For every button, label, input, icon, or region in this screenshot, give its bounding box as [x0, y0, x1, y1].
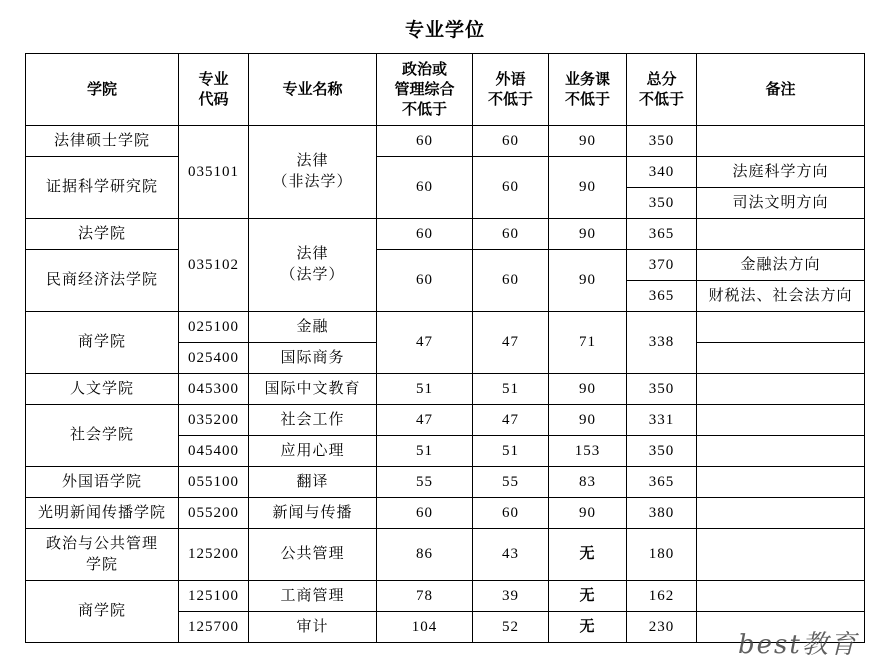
politics-score-cell: 60 [377, 219, 473, 250]
code-cell: 025100 [179, 312, 249, 343]
total-score-cell: 350 [627, 374, 697, 405]
note-cell [697, 126, 865, 157]
foreign-score-cell: 55 [473, 467, 549, 498]
code-cell: 125100 [179, 581, 249, 612]
table-row [26, 219, 865, 250]
politics-score-cell: 60 [377, 126, 473, 157]
college-cell: 外国语学院 [26, 467, 179, 498]
college-cell: 政治与公共管理 学院 [26, 529, 179, 581]
politics-score-cell: 47 [377, 405, 473, 436]
foreign-score-cell: 47 [473, 312, 549, 374]
total-score-cell: 331 [627, 405, 697, 436]
code-cell: 035101 [179, 126, 249, 219]
header-code: 专业 代码 [179, 54, 249, 126]
politics-score-cell: 60 [377, 498, 473, 529]
politics-score-cell: 104 [377, 612, 473, 643]
foreign-score-cell: 60 [473, 250, 549, 312]
table-row [26, 529, 865, 581]
college-cell: 法律硕士学院 [26, 126, 179, 157]
table-row [26, 250, 865, 281]
business-score-cell: 90 [549, 250, 627, 312]
politics-score-cell: 55 [377, 467, 473, 498]
note-cell [697, 405, 865, 436]
table-row [26, 467, 865, 498]
major-cell: 国际商务 [249, 343, 377, 374]
total-score-cell: 380 [627, 498, 697, 529]
table-row [26, 498, 865, 529]
table-row [26, 126, 865, 157]
header-politics: 政治或 管理综合 不低于 [377, 54, 473, 126]
politics-score-cell: 47 [377, 312, 473, 374]
table-row [26, 157, 865, 188]
code-cell: 055200 [179, 498, 249, 529]
foreign-score-cell: 47 [473, 405, 549, 436]
major-cell: 审计 [249, 612, 377, 643]
college-cell: 光明新闻传播学院 [26, 498, 179, 529]
major-cell: 国际中文教育 [249, 374, 377, 405]
business-score-cell: 90 [549, 405, 627, 436]
page-title: 专业学位 [404, 20, 485, 41]
business-score-cell: 无 [549, 529, 627, 581]
table-row [26, 374, 865, 405]
watermark-logo: best教育 [738, 630, 858, 660]
note-cell [697, 581, 865, 612]
note-cell: 财税法、社会法方向 [697, 281, 865, 312]
note-cell [697, 312, 865, 343]
foreign-score-cell: 60 [473, 157, 549, 219]
foreign-score-cell: 39 [473, 581, 549, 612]
header-row [26, 54, 865, 126]
code-cell: 045300 [179, 374, 249, 405]
major-cell: 应用心理 [249, 436, 377, 467]
foreign-score-cell: 60 [473, 126, 549, 157]
foreign-score-cell: 51 [473, 436, 549, 467]
table-row [26, 581, 865, 612]
note-cell [697, 219, 865, 250]
business-score-cell: 71 [549, 312, 627, 374]
code-cell: 125200 [179, 529, 249, 581]
header-note: 备注 [697, 54, 865, 126]
total-score-cell: 338 [627, 312, 697, 374]
business-score-cell: 90 [549, 498, 627, 529]
politics-score-cell: 51 [377, 374, 473, 405]
foreign-score-cell: 51 [473, 374, 549, 405]
business-score-cell: 无 [549, 612, 627, 643]
total-score-cell: 350 [627, 436, 697, 467]
note-cell [697, 343, 865, 374]
college-cell: 商学院 [26, 312, 179, 374]
foreign-score-cell: 60 [473, 219, 549, 250]
note-cell: 司法文明方向 [697, 188, 865, 219]
total-score-cell: 350 [627, 126, 697, 157]
major-cell: 法律 （非法学） [249, 126, 377, 219]
business-score-cell: 90 [549, 157, 627, 219]
college-cell: 证据科学研究院 [26, 157, 179, 219]
major-cell: 翻译 [249, 467, 377, 498]
business-score-cell: 90 [549, 374, 627, 405]
code-cell: 035200 [179, 405, 249, 436]
note-cell: 金融法方向 [697, 250, 865, 281]
college-cell: 民商经济法学院 [26, 250, 179, 312]
total-score-cell: 180 [627, 529, 697, 581]
politics-score-cell: 78 [377, 581, 473, 612]
foreign-score-cell: 52 [473, 612, 549, 643]
header-total: 总分 不低于 [627, 54, 697, 126]
total-score-cell: 230 [627, 612, 697, 643]
total-score-cell: 365 [627, 467, 697, 498]
header-college: 学院 [26, 54, 179, 126]
college-cell: 人文学院 [26, 374, 179, 405]
total-score-cell: 340 [627, 157, 697, 188]
note-cell [697, 467, 865, 498]
header-major: 专业名称 [249, 54, 377, 126]
business-score-cell: 90 [549, 219, 627, 250]
politics-score-cell: 60 [377, 250, 473, 312]
note-cell [697, 436, 865, 467]
major-cell: 社会工作 [249, 405, 377, 436]
total-score-cell: 365 [627, 281, 697, 312]
note-cell: 法庭科学方向 [697, 157, 865, 188]
header-foreign: 外语 不低于 [473, 54, 549, 126]
note-cell [697, 374, 865, 405]
table-row [26, 405, 865, 436]
major-cell: 工商管理 [249, 581, 377, 612]
total-score-cell: 365 [627, 219, 697, 250]
college-cell: 商学院 [26, 581, 179, 643]
note-cell [697, 498, 865, 529]
politics-score-cell: 51 [377, 436, 473, 467]
college-cell: 社会学院 [26, 405, 179, 467]
total-score-cell: 162 [627, 581, 697, 612]
politics-score-cell: 86 [377, 529, 473, 581]
total-score-cell: 370 [627, 250, 697, 281]
major-cell: 新闻与传播 [249, 498, 377, 529]
code-cell: 035102 [179, 219, 249, 312]
foreign-score-cell: 60 [473, 498, 549, 529]
note-cell [697, 529, 865, 581]
business-score-cell: 83 [549, 467, 627, 498]
table-row [26, 312, 865, 343]
business-score-cell: 无 [549, 581, 627, 612]
business-score-cell: 90 [549, 126, 627, 157]
politics-score-cell: 60 [377, 157, 473, 219]
admission-score-table [25, 53, 865, 643]
major-cell: 法律 （法学） [249, 219, 377, 312]
header-business: 业务课 不低于 [549, 54, 627, 126]
business-score-cell: 153 [549, 436, 627, 467]
total-score-cell: 350 [627, 188, 697, 219]
code-cell: 125700 [179, 612, 249, 643]
code-cell: 045400 [179, 436, 249, 467]
foreign-score-cell: 43 [473, 529, 549, 581]
major-cell: 公共管理 [249, 529, 377, 581]
college-cell: 法学院 [26, 219, 179, 250]
code-cell: 025400 [179, 343, 249, 374]
code-cell: 055100 [179, 467, 249, 498]
major-cell: 金融 [249, 312, 377, 343]
